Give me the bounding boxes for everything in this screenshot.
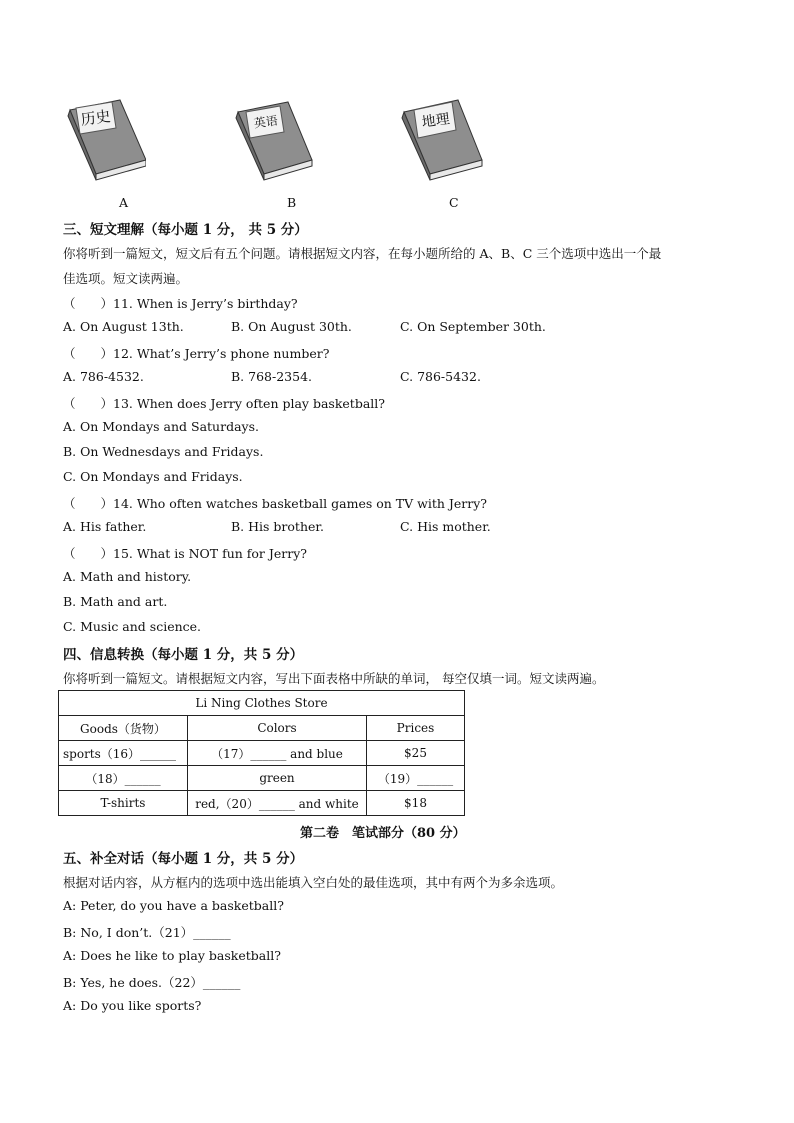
book-label-b: B [287, 195, 297, 210]
question-15: （ ）15. What is NOT fun for Jerry? [63, 546, 308, 561]
table-row [59, 766, 465, 791]
q11-option-a: A. On August 13th. [63, 319, 184, 334]
table-cell: T-shirts [59, 791, 188, 816]
dialogue-line-1: A: Peter, do you have a basketball? [63, 898, 284, 913]
table-cell: （19）______ [367, 766, 465, 791]
q15-option-b: B. Math and art. [63, 594, 168, 609]
question-14: （ ）14. Who often watches basketball games on TV with Jerry? [63, 496, 487, 511]
q14-option-c: C. His mother. [400, 519, 491, 534]
table-cell: （18）______ [59, 766, 188, 791]
q13-option-a: A. On Mondays and Saturdays. [63, 419, 259, 434]
dialogue-line-2: B: No, I don’t.（21）______ [63, 925, 231, 940]
english-book-icon [232, 98, 316, 182]
table-cell: green [188, 766, 367, 791]
geography-book-icon [400, 98, 484, 182]
book-label-c: C [449, 195, 459, 210]
q11-option-c: C. On September 30th. [400, 319, 546, 334]
q14-option-a: A. His father. [63, 519, 147, 534]
svg-text:地理: 地理 [420, 111, 451, 131]
section3-instruction-line2: 佳选项。短文读两遍。 [63, 271, 189, 286]
question-12: （ ）12. What’s Jerry’s phone number? [63, 346, 330, 361]
history-book-icon [62, 98, 146, 182]
clothes-store-table [58, 690, 465, 816]
q12-option-c: C. 786-5432. [400, 369, 481, 384]
question-11: （ ）11. When is Jerry’s birthday? [63, 296, 298, 311]
table-cell: $18 [367, 791, 465, 816]
q15-option-a: A. Math and history. [63, 569, 192, 584]
q15-option-c: C. Music and science. [63, 619, 202, 634]
header-colors: Colors [188, 716, 367, 741]
section3-heading: 三、短文理解（每小题 1 分， 共 5 分） [63, 222, 308, 238]
table-cell: sports（16）______ [59, 741, 188, 766]
q12-option-a: A. 786-4532. [63, 369, 144, 384]
q13-option-b: B. On Wednesdays and Fridays. [63, 444, 264, 459]
table-row [59, 741, 465, 766]
table-cell: （17）______ and blue [188, 741, 367, 766]
q12-option-b: B. 768-2354. [231, 369, 312, 384]
section5-heading: 五、补全对话（每小题 1 分，共 5 分） [63, 851, 304, 867]
q13-option-c: C. On Mondays and Fridays. [63, 469, 243, 484]
svg-text:英语: 英语 [252, 113, 279, 131]
part2-title: 第二卷 笔试部分（80 分） [300, 826, 466, 841]
header-prices: Prices [367, 716, 465, 741]
q14-option-b: B. His brother. [231, 519, 324, 534]
table-header-row [59, 716, 465, 741]
question-13: （ ）13. When does Jerry often play basketball? [63, 396, 385, 411]
table-cell: red,（20）______ and white [188, 791, 367, 816]
svg-text:历史: 历史 [79, 107, 112, 130]
section5-instruction: 根据对话内容，从方框内的选项中选出能填入空白处的最佳选项，其中有两个为多余选项。 [63, 875, 564, 890]
book-label-a: A [119, 195, 129, 210]
q11-option-b: B. On August 30th. [231, 319, 352, 334]
table-title: Li Ning Clothes Store [59, 691, 465, 716]
table-cell: $25 [367, 741, 465, 766]
dialogue-line-5: A: Do you like sports? [63, 998, 202, 1013]
table-title-row [59, 691, 465, 716]
dialogue-line-3: A: Does he like to play basketball? [63, 948, 281, 963]
dialogue-line-4: B: Yes, he does.（22）______ [63, 975, 241, 990]
header-goods: Goods（货物） [59, 716, 188, 741]
table-row [59, 791, 465, 816]
section4-heading: 四、信息转换（每小题 1 分，共 5 分） [63, 647, 304, 663]
section4-instruction: 你将听到一篇短文。请根据短文内容，写出下面表格中所缺的单词， 每空仅填一词。短文读两遍。 [63, 671, 605, 686]
section3-instruction-line1: 你将听到一篇短文，短文后有五个问题。请根据短文内容，在每小题所给的 A、B、C 三个选项中选出一个最 [63, 246, 662, 261]
